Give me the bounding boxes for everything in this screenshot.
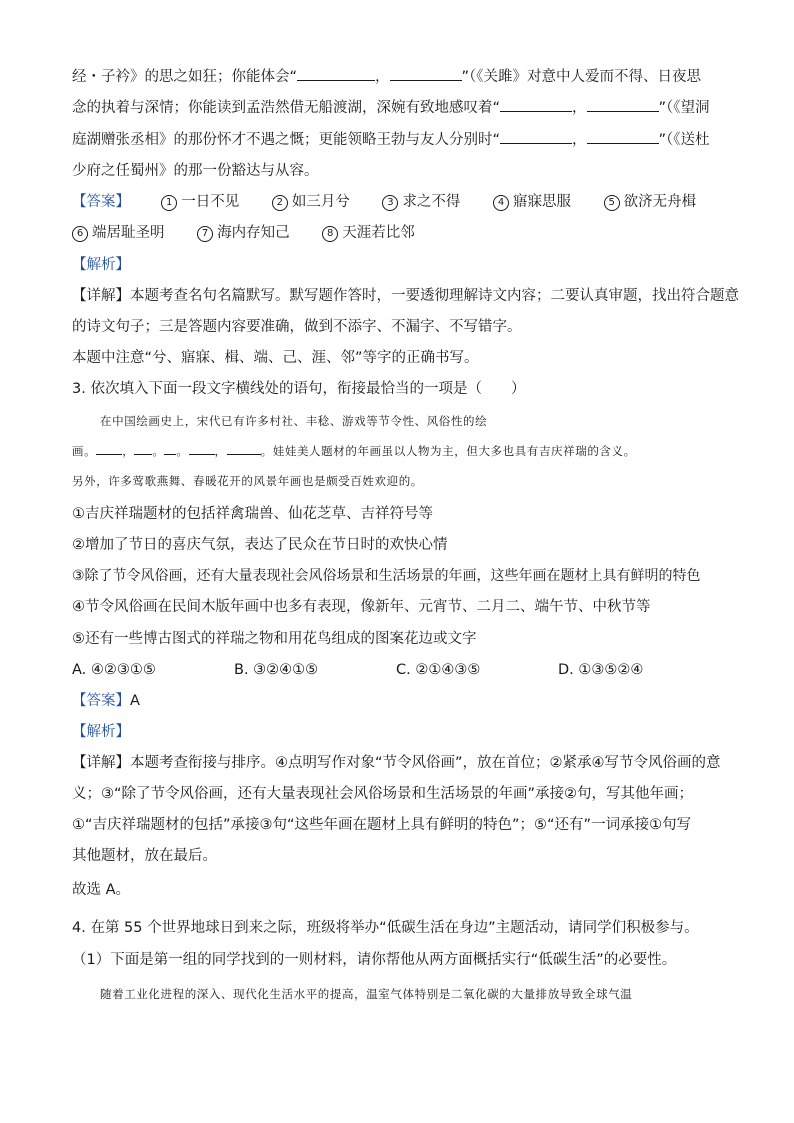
question-3-stem: 3. 依次填入下面一段文字横线处的语句，衔接最恰当的一项是（ ） xyxy=(72,381,526,397)
answer-line-2 xyxy=(72,222,443,244)
answer-value: A xyxy=(130,693,140,709)
answer-line-1 xyxy=(72,191,696,213)
option-b: B. ③②④①⑤ xyxy=(234,662,319,678)
passage-line-2: 画。 ， 。 。 ， 。娃娃美人题材的年画虽以人物为主，但大多也具有吉庆祥瑞的含义。 xyxy=(72,444,636,458)
question-4-stem: 4. 在第 55 个世界地球日到来之际，班级将举办“低碳生活在身边”主题活动，请同学们积极参与。 xyxy=(72,920,699,936)
sentence-4: ④节令风俗画在民间木版年画中也多有表现，像新年、元宵节、二月二、端午节、中秋节等 xyxy=(72,599,651,615)
passage-line-1: 在中国绘画史上，宋代已有许多村社、丰稔、游戏等节令性、风俗性的绘 xyxy=(100,414,488,428)
question-4-sub-1: （1）下面是第一组的同学找到的一则材料，请你帮他从两方面概括实行“低碳生活”的必要性。 xyxy=(72,952,677,968)
analysis-line-1: 【详解】本题考查名句名篇默写。默写题作答时，一要透彻理解诗文内容；二要认真审题，找出符合题意 xyxy=(72,288,739,304)
answer-blank xyxy=(500,129,572,144)
answer-tag: 【答案】 xyxy=(72,194,130,210)
detail-tag: 【详解】 xyxy=(72,288,130,304)
answer-blank xyxy=(297,66,375,81)
answer-blank xyxy=(587,129,659,144)
detail-line-4: 其他题材，放在最后。 xyxy=(72,848,217,864)
answer-blank xyxy=(587,97,659,112)
poem-line-3: 庭湖赠张丞相》的那份怀才不遇之慨；更能领略王勃与友人分别时“ ， ”（《送杜 xyxy=(72,129,710,151)
option-a: A. ④②③①⑤ xyxy=(72,662,156,678)
answer-tag: 【答案】 xyxy=(72,693,130,709)
answer-item: 2 如三月兮 xyxy=(272,191,350,213)
answer-item: 7 海内存知己 xyxy=(197,222,290,244)
sentence-3: ③除了节令风俗画，还有大量表现社会风俗场景和生活场景的年画，这些年画在题材上具有鲜明的特色 xyxy=(72,568,701,584)
detail-line-3: ①“吉庆祥瑞题材的包括”承接③句“这些年画在题材上具有鲜明的特色”；⑤“还有”一词承接①句写 xyxy=(72,817,692,833)
answer-item: 8 天涯若比邻 xyxy=(322,222,415,244)
option-c: C. ②①④③⑤ xyxy=(396,662,481,678)
poem-line-4: 少府之任蜀州》的那一份豁达与从容。 xyxy=(72,163,319,179)
detail-tag: 【详解】 xyxy=(72,755,130,771)
sentence-1: ①吉庆祥瑞题材的包括祥禽瑞兽、仙花芝草、吉祥符号等 xyxy=(72,506,433,522)
answer-line xyxy=(72,690,140,712)
detail-line-1: 【详解】本题考查衔接与排序。④点明写作对象“节令风俗画”，放在首位；②紧承④写节令风俗画的意 xyxy=(72,755,721,771)
sentence-5: ⑤还有一些博古图式的祥瑞之物和用花鸟组成的图案花边或文字 xyxy=(72,631,477,647)
poem-line-1: 经・子衿》的思之如狂；你能体会“ ， ”（《关雎》对意中人爱而不得、日夜思 xyxy=(72,66,701,88)
answer-blank xyxy=(390,66,462,81)
sentence-2: ②增加了节日的喜庆气氛，表达了民众在节日时的欢快心情 xyxy=(72,537,448,553)
analysis-line-2: 的诗文句子；三是答题内容要准确，做到不添字、不漏字、不写错字。 xyxy=(72,319,522,335)
answer-item: 4 寤寐思服 xyxy=(493,191,571,213)
options-row xyxy=(72,659,643,681)
poem-line-2: 念的执着与深情；你能读到孟浩然借无船渡湖，深婉有致地感叹着“ ， ”（《望洞 xyxy=(72,97,710,119)
detail-line-2: 义；③“除了节令风俗画，还有大量表现社会风俗场景和生活场景的年画”承接②句，写其他年画； xyxy=(72,786,694,802)
material-line-1: 随着工业化进程的深入、现代化生活水平的提高，温室气体特别是二氧化碳的大量排放导致全球气温 xyxy=(100,987,633,1001)
answer-blank xyxy=(500,97,572,112)
analysis-line-3: 本题中注意“兮、寤寐、楫、端、己、涯、邻”等字的正确书写。 xyxy=(72,350,479,366)
analysis-tag: 【解析】 xyxy=(72,724,130,740)
answer-item: 6 端居耻圣明 xyxy=(72,222,165,244)
option-d: D. ①③⑤②④ xyxy=(558,662,644,678)
passage-line-3: 另外，许多莺歌燕舞、春暖花开的风景年画也是颇受百姓欢迎的。 xyxy=(72,474,423,488)
answer-item: 3 求之不得 xyxy=(382,191,460,213)
conclusion: 故选 A。 xyxy=(72,882,131,898)
answer-item: 1 一日不见 xyxy=(161,191,239,213)
answer-item: 5 欲济无舟楫 xyxy=(604,191,697,213)
analysis-tag: 【解析】 xyxy=(72,257,130,273)
